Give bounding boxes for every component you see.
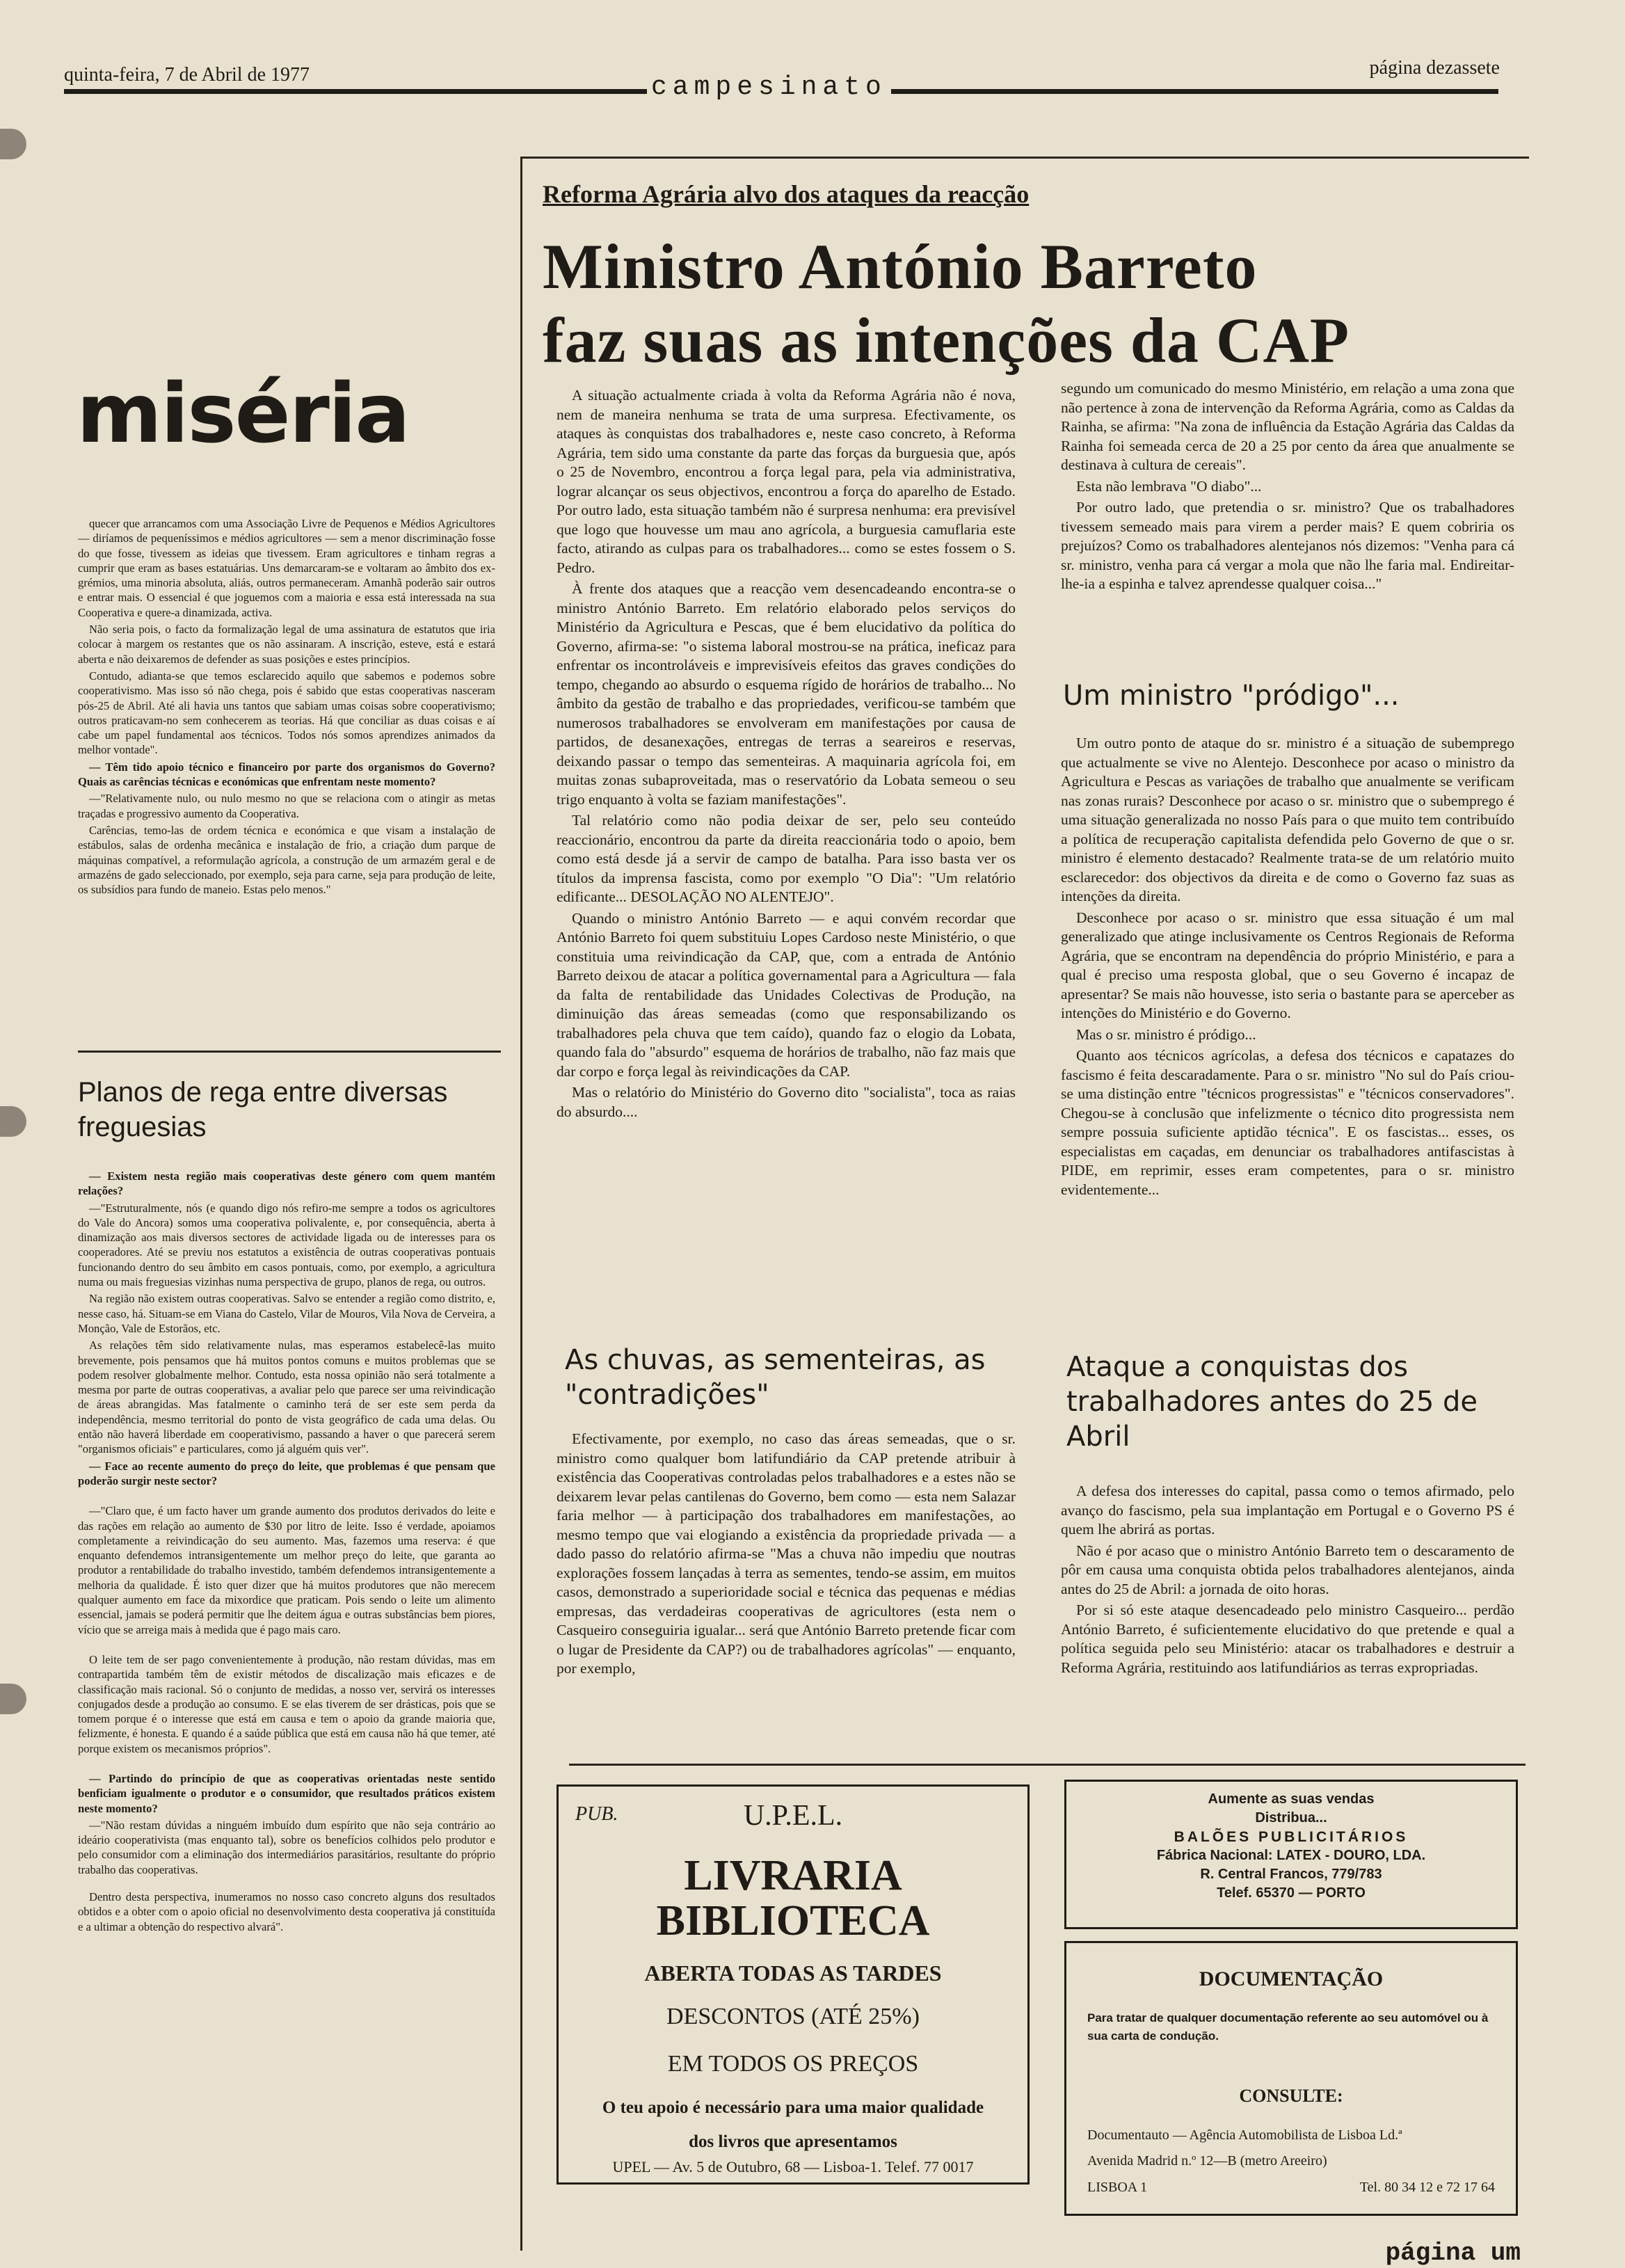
article-column-2b [1061,734,1514,1318]
ad-line: Telef. 65370 — PORTO [1217,1885,1366,1901]
article-subhead: Ataque a conquistas dos trabalhadores antes do 25 de Abril [1066,1351,1478,1453]
header-page-number: página dezassete [1369,57,1500,79]
paragraph: As relações têm sido relativamente nulas, mas esperamos estabelecê-las muito brevemente, pois pensamos que há muitos pontos comuns e muitos problemas que se podem resolver globalmente melhor. Contudo, esta nossa opinião não será totalmente a mesma por parte de outras cooperativas, a avaliar pelo que parece ser uma reivindicação de áreas abrangidas. Mas fatalmente o caminho terá de ser este sem perda da independência, mesmo territorial do ponto de vista geográfico de cada uma delas. Ou então não haverá liberdade em cooperativismo, passando a haver o que parecerá serem "organismos oficiais" e particulares, como já alguém quis ver". [78,1339,495,1456]
ad-phone: Tel. 80 34 12 e 72 17 64 [1359,2180,1495,2195]
left-section-head: Planos de rega entre diversas freguesias [78,1077,448,1142]
question: — Partindo do princípio de que as cooperativas orientadas neste sentido benficiam igualmente o produtor e o consumidor, que resultados práticos existem neste momento? [78,1771,495,1815]
header-publication: campesinato [647,72,891,102]
article-headline [543,230,1350,377]
binding-hole [0,1684,26,1714]
ad-line: DESCONTOS (ATÉ 25%) [666,2004,920,2029]
article-column-1b [557,1430,1016,1757]
ad-line: Aumente as suas vendas [1208,1791,1375,1807]
ad-line: dos livros que apresentamos [689,2132,897,2151]
binding-hole [0,1106,26,1137]
paragraph: Contudo, adianta-se que temos esclarecido aquilo que sabemos e podemos sobre cooperativismo. Mas isso só não chega, pois é sabido que estas cooperativas nasceram pós-25 de Abril. Até ali havia uns tantos que sabiam umas coisas sobre cooperativismo; outros praticavam-no sem conhecerem as teorias. Há que conciliar as duas coisas e aí cabe um papel fundamental aos técnicos. Todos nós somos aprendizes animados da melhor vontade". [78,669,495,757]
question: — Face ao recente aumento do preço do leite, que problemas é que pensam que poderão surgir neste sector? [78,1459,495,1487]
ad-title: BIBLIOTECA [656,1897,930,1944]
header-date: quinta-feira, 7 de Abril de 1977 [64,64,310,86]
ad-consulte: CONSULTE: [1239,2086,1343,2106]
ad-livraria [557,1784,1030,2185]
paragraph: Não seria pois, o facto da formalização legal de uma assinatura de estatutos que iria colocar à margem os restantes que os não assinaram. A inscrição, esteve, está e estará aberta e não deixaremos de defender as suas posições e estes princípios. [78,623,495,666]
ad-title: DOCUMENTAÇÃO [1199,1967,1384,1990]
ad-line: R. Central Francos, 779/783 [1200,1867,1382,1882]
ad-line: LISBOA 1 [1087,2180,1148,2195]
footer-page-ref: página um [1385,2239,1521,2267]
ad-line: BALÕES PUBLICITÁRIOS [1174,1829,1409,1845]
paragraph: —"Não restam dúvidas a ninguém imbuído dum espírito que não seja contrário ao ideário cooperativista (mas enquanto tal), sobre os benefícios colhidos pelo produtor e pelo consumidor com a eliminação dos intermediários parasitários, resultante do próprio trabalho das cooperativas. [78,1818,495,1876]
paragraph: O leite tem de ser pago convenientemente à produção, não restam dúvidas, mas em contrapartida também têm de existir métodos de discalização mais eficazes e de classificação mais racional. Só o conjunto de medidas, a nosso ver, servirá os interesses conjugados desde a produção ao consumo. E se elas tiverem de ser drásticas, pois que se tomem porque é o interesse que está em causa e tem o apoio da grande maioria que, felizmente, é honesta. E quando é a saúde pública que está em causa não há que temer, até porque existem os mecanismos próprios". [78,1652,495,1755]
ad-line: EM TODOS OS PREÇOS [667,2051,919,2077]
question: — Têm tido apoio técnico e financeiro por parte dos organismos do Governo? Quais as carências técnicas e económicas que enfrentam neste momento? [78,760,495,789]
ad-line: Avenida Madrid n.º 12—B (metro Areeiro) [1087,2153,1327,2169]
paragraph: Na região não existem outras cooperativas. Salvo se entender a região como distrito, e, nesse caso, há. Situam-se em Viana do Castelo, Vilar de Mouros, Vila Nova de Cerveira, a Monção, Vale de Estorãos, etc. [78,1292,495,1335]
article-subhead: Um ministro "pródigo"... [1063,680,1400,712]
paragraph: Quanto aos técnicos agrícolas, a defesa dos técnicos e capatazes do fascismo é feita descaradamente. Para o sr. ministro "No sul do País criou-se uma distinção entre "técnicos progressistas" e "técnicos conservadores". Chegou-se à conclusão que infelizmente o técnico dito progressista nem sempre possuia suficiente aptidão técnica". E os fascistas... esses, os especialistas em caçadas, em denunciar os trabalhadores antifascistas à PIDE, em reprimir, esses eram competentes, para o sr. ministro evidentemente... [1061,1047,1514,1198]
ad-org: U.P.E.L. [743,1800,843,1832]
left-body-2 [78,1169,495,2226]
section-rule [78,1051,501,1053]
ad-address: UPEL — Av. 5 de Outubro, 68 — Lisboa-1. Telef. 77 0017 [612,2158,974,2175]
headline-line: faz suas as intenções da CAP [543,305,1350,376]
paragraph: —"Claro que, é um facto haver um grande aumento dos produtos derivados do leite e das rações em relação ao aumento de $30 por litro de leite. Isso é verdade, apoiamos completamente a reivindicação do seu aumento. Mas, fazemos uma reserva: é que enquanto defendemos intransigentemente um melhor preço do leite, que garanta ao produtor a rentabilidade do trabalho investido, também defendemos intransigentemente a melhoria da qualidade. É isto quer dizer que há muitos produtores que não merecem qualquer aumento em face da mixordice que praticam. Pois sendo o leite um alimento essencial, jamais se poderá permitir que lhe deitem água e outras substâncias bem piores, vício que se arreiga mais à medida que é pago mais caro. [78,1504,495,1636]
ad-line: O teu apoio é necessário para uma maior qualidade [602,2098,984,2117]
paragraph: —"Estruturalmente, nós (e quando digo nós refiro-me sempre a todos os agricultores do Vale do Ancora) somos uma cooperativa polivalente, e, por consequência, aberta à dinamização aos mais diversos sectores de actividade ligada ou de interesses para os cooperadores. Até se previu nos estatutos a existência de outras cooperativas pontuais funcionando dentro do seu âmbito em casos pontuais, como, por exemplo, a agricultura numa ou mais freguesias vizinhas numa perspectiva de grupo, planos de rega, ou outros. [78,1201,495,1289]
paragraph: Não é por acaso que o ministro António Barreto tem o descaramento de pôr em causa uma conquista obtida pelos trabalhadores alentejanos, ainda antes do 25 de Abril: a jornada de oito horas. [1061,1542,1514,1597]
ad-line: Documentauto — Agência Automobilista de Lisboa Ld.ª [1087,2127,1402,2143]
article-column-2 [1061,379,1514,664]
question: — Existem nesta região mais cooperativas deste género com quem mantém relações? [78,1169,495,1198]
paragraph: Quando o ministro António Barreto — e aqui convém recordar que António Barreto foi quem substituiu Lopes Cardoso neste Ministério, o que constituia uma reivindicação da CAP, que, com a entrada de António Barreto deixou de atacar a política governamental para a Agricultura — fala da falta de rentabilidade das Unidades Colectivas de Produção, na diminuição das áreas semeadas (como que responsabilizando os trabalhadores pela chuva que tem caído), quando faz o elogio da Lobata, quando fala do "absurdo" esquema de horários de trabalho, não faz mais que dar corpo e força legal às reivindicações da CAP. [557,909,1016,1080]
paragraph: Desconhece por acaso o sr. ministro que essa situação é um mal generalizado que atinge inclusivamente os Centros Regionais de Reforma Agrária, que se encontram na dependência do próprio Ministério, e para a qual é preciso uma resposta global, que o seu Governo é incapaz de apresentar? Se mais não houvesse, isto seria o bastante para se aperceber as intenções do Ministério e do Governo. [1061,909,1514,1021]
headline-line: Ministro António Barreto [543,231,1258,302]
paragraph: Dentro desta perspectiva, inumeramos no nosso caso concreto alguns dos resultados obtidos e a obter com o apoio oficial no desenvolvimento desta cooperativa já constituída e a ultimar a obtenção do respectivo alvará". [78,1890,495,1933]
paragraph: À frente dos ataques que a reacção vem desencadeando encontra-se o ministro António Barreto. Em relatório elaborado pelos serviços do Ministério da Agricultura e Pescas, que é bem elucidativo da política do Governo, afirma-se: "o sistema laboral mostrou-se na prática, ineficaz para enfrentar os incontroláveis e imprevisíveis efeitos das graves condições do tempo, chegando ao absurdo o esquema rígido de horários de trabalho... No âmbito da gestão de trabalho e das propriedades, verificou-se também que numerosos trabalhadores se envolveram em manifestações por causa de partidos, de desanexações, entregas de terras a seareiros e reservas, deixando passar o tempo das sementeiras. A maquinaria agrícola foi, em muitas zonas subaproveitada, mas o reservatório da Lobata semeou o seu trigo enquanto à volta se faziam manifestações". [557,580,1016,808]
left-body [78,516,495,1031]
paragraph: segundo um comunicado do mesmo Ministério, em relação a uma zona que não pertence à zona de intervenção da Reforma Agrária, como as Caldas da Rainha, se afirma: "Na zona de influência da Estação Agrária das Caldas da Rainha foi semeada cerca de 20 a 25 por cento da área que anualmente se destinava à cultura de cereais". [1061,380,1514,473]
ad-tag: PUB. [575,1803,618,1825]
paragraph: Mas o sr. ministro é pródigo... [1076,1025,1256,1043]
article-kicker: Reforma Agrária alvo dos ataques da reacção [543,180,1030,208]
paragraph: Carências, temo-las de ordem técnica e económica e que visam a instalação de estábulos, salas de ordenha mecânica e instalação de frio, a criação dum parque de máquinas compatível, a reformulação agrícola, a construção de um armazém geral e de armazéns de gado seleccionado, por exemplo, seja para carne, seja para produção de leite, os subsídios para fundo de maneio. Estas pelo menos." [78,823,495,897]
column-divider [520,157,522,2251]
ad-line: Distribua... [1255,1810,1327,1826]
binding-hole [0,129,26,159]
ad-title: LIVRARIA [684,1852,902,1899]
ad-line: ABERTA TODAS AS TARDES [644,1960,942,1986]
paragraph: quecer que arrancamos com uma Associação Livre de Pequenos e Médios Agricultores — diríamos de pequeníssimos e médios agricultores — sem a menor discriminação fosse do que fosse, tivessem as ideias que tivessem. Eram agricultores e tinham regras a cumprir que eram as bases estatuárias. Uns demarcaram-se e voltaram ao âmbito dos ex-grémios, uma minoria absoluta, aliás, outros permaneceram. Amanhã poderão sair outros e entrar mais. O essencial é que joguemos com a maioria e essa está interessada na sua Cooperativa e quere-a dinamizada, activa. [78,517,495,619]
ad-line: Fábrica Nacional: LATEX - DOURO, LDA. [1156,1848,1426,1863]
left-title: miséria [77,365,409,461]
paragraph: Esta não lembrava "O diabo"... [1076,477,1262,495]
paragraph: Mas o relatório do Ministério do Governo dito "socialista", toca as raias do absurdo.... [557,1084,1016,1120]
article-column-2c [1061,1482,1514,1760]
paragraph: —"Relativamente nulo, ou nulo mesmo no que se relaciona com o atingir as metas traçadas e progressivo aumento da Cooperativa. [78,792,495,820]
top-rule [520,157,1529,159]
paragraph: A situação actualmente criada à volta da Reforma Agrária não é nova, nem de maneira nenhuma se trata de uma surpresa. Efectivamente, os ataques às conquistas dos trabalhadores e, neste caso concreto, à Reforma Agrária, tem sido uma constante da parte das forças da burguesia que, após o 25 de Novembro, encontrou a força legal para, pela via administrativa, lograr alcançar os seus objectivos, encontrou a força do aparelho de Estado. Por outro lado, esta situação também não é surpresa nenhuma: era previsível que logo que houvesse um mau ano agrícola, a burguesia camuflaria este facto, atirando as culpas para os trabalhadores... como se estes fossem o S. Pedro. [557,387,1016,576]
paragraph: A defesa dos interesses do capital, passa como o temos afirmado, pelo avanço do fascismo, pela sua implantação em Portugal e o Governo PS é quem lhe abrirá as portas. [1061,1483,1514,1538]
ad-documentacao [1064,1941,1518,2216]
paragraph: Um outro ponto de ataque do sr. ministro é a situação de subemprego que actualmente se vive no Alentejo. Desconhece por acaso o ministro da Agricultura e Pescas as variações de trabalho que anualmente se verificam nas zonas rurais? Desconhece por acaso o sr. ministro que o subemprego é uma situação generalizada no nosso País para o que muito tem contribuído a política de recuperação capitalista defendida pelo Governo de que o sr. ministro é elemento destacado? Realmente trata-se de um relatório muito esclarecedor: dos objectivos da direita e de como o Governo faz suas as intenções da direita. [1061,735,1514,904]
ad-baloes [1064,1780,1518,1929]
paragraph: Por outro lado, que pretendia o sr. ministro? Que os trabalhadores tivessem semeado mais para virem a perder mais? E quem cobriria os prejuízos? Como os trabalhadores alentejanos nós dizemos: "Venha para cá sr. ministro, venha para cá vergar a mola que não lhe faria mal. Endireitar-lhe-ia a espinha e talvez aprendesse qualquer coisa..." [1061,499,1514,592]
article-subhead: As chuvas, as sementeiras, as "contradições" [565,1344,986,1411]
paragraph: Por si só este ataque desencadeado pelo ministro Casqueiro... perdão António Barreto, é suficientemente elucidativo do que pretende e qual a política seguida pelo seu Ministério: atacar os trabalhadores e destruir a Reforma Agrária, restituindo aos latifundiários as terras expropriadas. [1061,1602,1514,1676]
article-column-1 [557,386,1016,1336]
paragraph: Tal relatório como não podia deixar de ser, pelo seu conteúdo reaccionário, encontrou da parte da direita reaccionária todo o apoio, bem como está desde já a servir de campo de batalha. Para isso basta ver os títulos da imprensa fascista, como por exemplo "O Dia": "Um relatório edificante... DESOLAÇÃO NO ALENTEJO". [557,812,1016,905]
ads-rule [569,1764,1526,1766]
ad-text: Para tratar de qualquer documentação referente ao seu automóvel ou à sua carta de condução. [1087,2011,1489,2043]
paragraph: Efectivamente, por exemplo, no caso das áreas semeadas, que o sr. ministro como qualquer bom latifundiário da CAP pretende atribuir à existência das Cooperativas controladas pelos trabalhadores e a estes não se deixarem levar pelas cantilenas do Governo, bem como — esta nem Salazar faria melhor — à participação dos trabalhadores em manifestações, ao mesmo tempo que vai elogiando a existência da propriedade privada — a dado passo do relatório afirma-se "Mas a chuva não impediu que noutras explorações fossem lançadas à terra as sementes, tendo-se assim, em muitos casos, demonstrado a superioridade social e técnica das pequenas e médias empresas, das verdadeiras cooperativas de agricultores (esta nem o Casqueiro conseguiria igualar... será que António Barreto pretende ficar com o lugar de Presidente da CAP?) ou de trabalhadores agrícolas" — enquanto, por exemplo, [557,1430,1016,1677]
